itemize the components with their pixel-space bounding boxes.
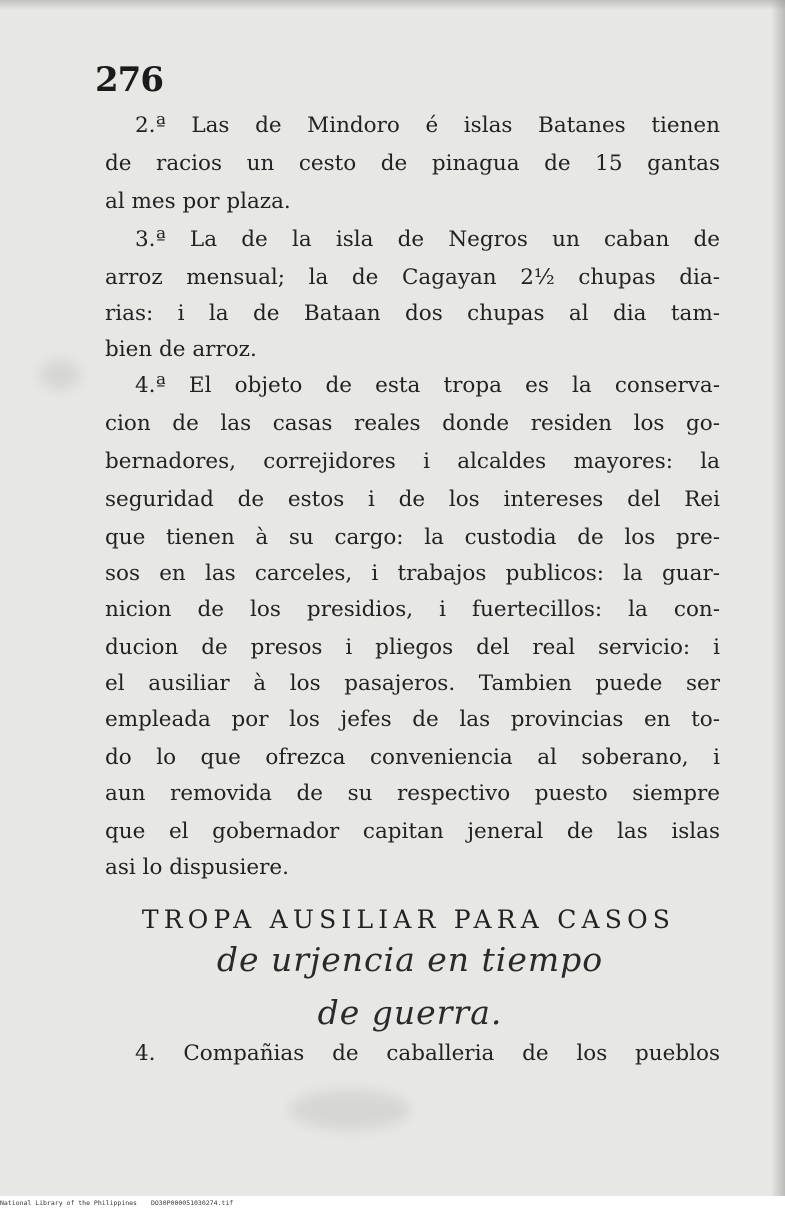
page-top-shadow (0, 0, 785, 10)
text-line: al mes por plaza. (105, 189, 291, 214)
text-line: bien de arroz. (105, 337, 257, 362)
page-smudge (40, 360, 80, 390)
footer-library: National Library of the Philippines (0, 1199, 137, 1207)
text-line: empleada por los jefes de las provincias en to- (105, 707, 720, 732)
footer-file-id: DO30P000051030274.tif (150, 1199, 234, 1207)
text-line: bernadores, correjidores i alcaldes mayores: la (105, 449, 720, 474)
text-line: arroz mensual; la de Cagayan 2½ chupas dia- (105, 265, 720, 290)
scan-footer (0, 1199, 785, 1208)
page-right-edge (771, 0, 785, 1196)
text-line: 3.ª La de la isla de Negros un caban de (135, 227, 720, 252)
text-line: asi lo dispusiere. (105, 855, 289, 880)
text-line: rias: i la de Bataan dos chupas al dia tam- (105, 301, 720, 326)
text-line: 2.ª Las de Mindoro é islas Batanes tienen (135, 113, 720, 138)
page-smudge (290, 1090, 410, 1130)
text-line: cion de las casas reales donde residen los go- (105, 411, 720, 436)
text-line: 4.ª El objeto de esta tropa es la conserva- (135, 373, 720, 398)
text-line: seguridad de estos i de los intereses del Rei (105, 487, 720, 512)
text-line: 4. Compañias de caballeria de los pueblos (135, 1041, 720, 1066)
text-line: aun removida de su respectivo puesto siempre (105, 781, 720, 806)
text-line: nicion de los presidios, i fuertecillos: la con- (105, 597, 720, 622)
text-line: el ausiliar à los pasajeros. Tambien puede ser (105, 671, 720, 696)
text-line: que tienen à su cargo: la custodia de los pre- (105, 525, 720, 550)
section-subheading: de guerra. (317, 993, 503, 1032)
section-subheading: de urjencia en tiempo (216, 940, 604, 979)
page-number: 276 (95, 60, 163, 100)
text-line: do lo que ofrezca conveniencia al soberano, i (105, 745, 720, 770)
text-line: de racios un cesto de pinagua de 15 gantas (105, 151, 720, 176)
section-heading: TROPA AUSILIAR PARA CASOS (141, 905, 676, 934)
text-line: sos en las carceles, i trabajos publicos: la guar- (105, 561, 720, 586)
text-line: ducion de presos i pliegos del real servicio: i (105, 635, 720, 660)
text-line: que el gobernador capitan jeneral de las islas (105, 819, 720, 844)
